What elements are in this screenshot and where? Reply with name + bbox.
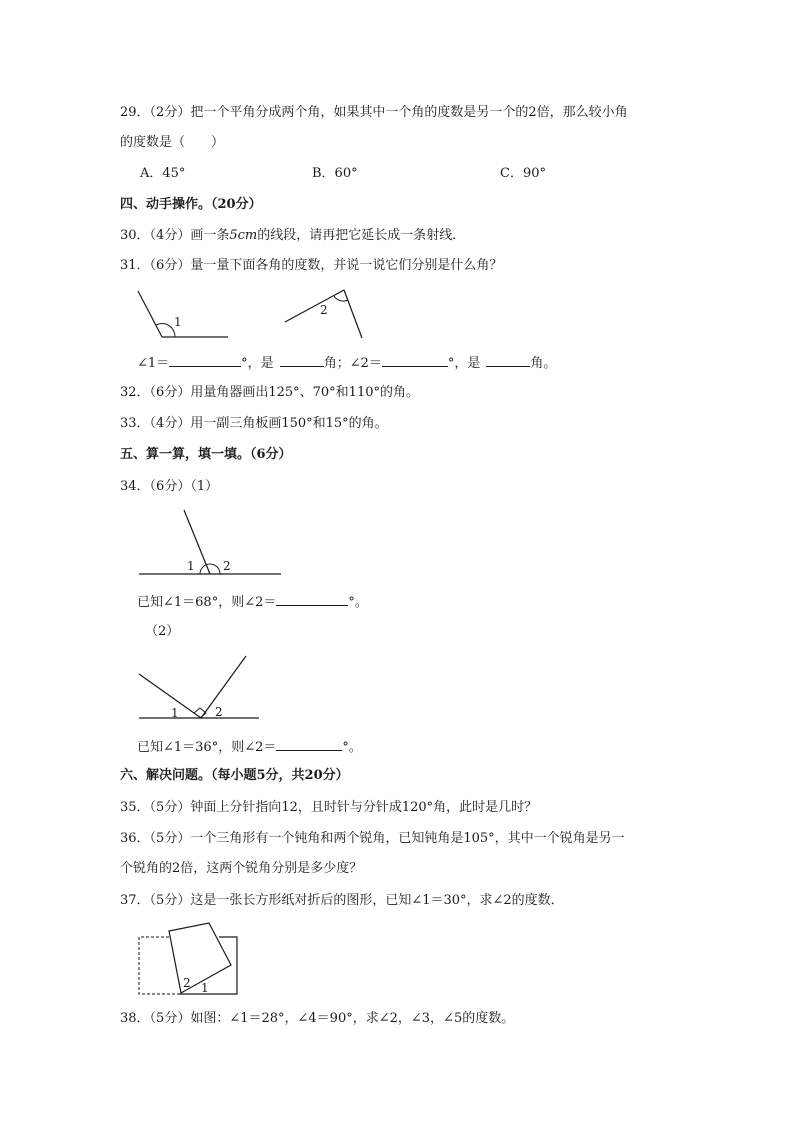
q29-option-a: A．45°	[140, 166, 186, 181]
q34-part2-answer-a: 已知∠1＝36°，则∠2＝	[137, 740, 277, 755]
q31-answer-a: ∠1＝	[137, 356, 170, 371]
q31-angle2-left-ray	[285, 290, 344, 322]
q30-text-a: 30．（4分）画一条	[120, 228, 230, 243]
q33-text: 33．（4分）用一副三角板画150°和15°的角。	[120, 416, 388, 431]
q29-line1: 29．（2分）把一个平角分成两个角，如果其中一个角的度数是另一个的2倍，那么较小角	[120, 105, 628, 120]
section-4-title: 四、动手操作。（20分）	[120, 197, 262, 212]
q34-part1-answer-a: 已知∠1＝68°，则∠2＝	[137, 595, 277, 610]
q30-unit: 5cm	[229, 228, 258, 243]
q32-text: 32．（6分）用量角器画出125°、70°和110°的角。	[120, 385, 419, 400]
q31-angle2-blank[interactable]	[382, 353, 448, 367]
section-5-title: 五、算一算，填一填。（6分）	[120, 447, 292, 462]
q31-answer-c: 角；∠2＝	[323, 356, 382, 371]
q37-folded-paper-figure	[137, 921, 241, 999]
q31-angle1-blank[interactable]	[169, 353, 241, 367]
q34-text: 34．（6分）（1）	[120, 479, 219, 494]
q31-type1-blank[interactable]	[280, 353, 324, 367]
q34-part1-label2: 2	[223, 559, 231, 573]
q29-option-c: C．90°	[500, 166, 546, 181]
q34-part1-label1: 1	[187, 559, 195, 573]
q36-line1: 36．（5分）一个三角形有一个钝角和两个锐角，已知钝角是105°，其中一个锐角是另一	[120, 831, 625, 846]
q34-part1-blank[interactable]	[276, 592, 348, 606]
q31-answer-d: °，是	[447, 356, 481, 371]
q38-text: 38．（5分）如图：∠1＝28°，∠4＝90°，求∠2，∠3，∠5的度数。	[120, 1011, 515, 1026]
q31-type2-blank[interactable]	[486, 353, 530, 367]
q34-part2-label2: 2	[215, 705, 223, 719]
q34-part1-answer-b: °。	[348, 595, 368, 610]
q37-text: 37．（5分）这是一张长方形纸对折后的图形，已知∠1＝30°，求∠2的度数．	[120, 893, 564, 908]
q34-part2-answer	[137, 737, 362, 757]
q34-part2-right-ray	[201, 656, 246, 718]
q31-angle1-ray	[138, 291, 162, 337]
q31-angle1-label: 1	[174, 315, 182, 329]
q30-text	[120, 227, 465, 245]
q30-text-b: 的线段，请再把它延长成一条射线．	[257, 228, 466, 243]
q31-angle2-label: 2	[320, 303, 328, 317]
q34-part2-label1: 1	[171, 706, 179, 720]
q29-line2: 的度数是（ ）	[120, 135, 225, 150]
q37-label2: 2	[183, 976, 191, 990]
q34-part1-answer	[137, 592, 368, 612]
q34-part2-answer-b: °。	[342, 740, 362, 755]
q36-line2: 个锐角的2倍，这两个锐角分别是多少度？	[120, 861, 363, 876]
q34-part1-figure	[137, 508, 283, 578]
q37-label1: 1	[201, 981, 209, 995]
q34-part2-blank[interactable]	[276, 737, 342, 751]
q31-angle2-right-ray	[344, 290, 362, 338]
q37-folded-flap	[169, 923, 231, 993]
q34-part2-left-ray	[139, 674, 201, 718]
q31-text: 31．（6分）量一量下面各角的度数，并说一说它们分别是什么角？	[120, 258, 503, 273]
q29-option-b: B．60°	[312, 166, 358, 181]
q35-text: 35．（5分）钟面上分针指向12，且时针与分针成120°角，此时是几时？	[120, 800, 538, 815]
q31-answer-b: °，是	[241, 356, 274, 371]
q31-angle2-figure	[282, 284, 372, 340]
q34-part2-figure	[137, 654, 263, 722]
q34-part2-label: （2）	[145, 624, 180, 639]
q37-original-rect-dashed	[139, 937, 179, 994]
section-6-title: 六、解决问题。（每小题5分，共20分）	[120, 768, 349, 783]
q31-angle1-figure	[136, 288, 236, 344]
q31-answer	[137, 353, 556, 373]
q31-answer-e: 角。	[530, 356, 557, 371]
